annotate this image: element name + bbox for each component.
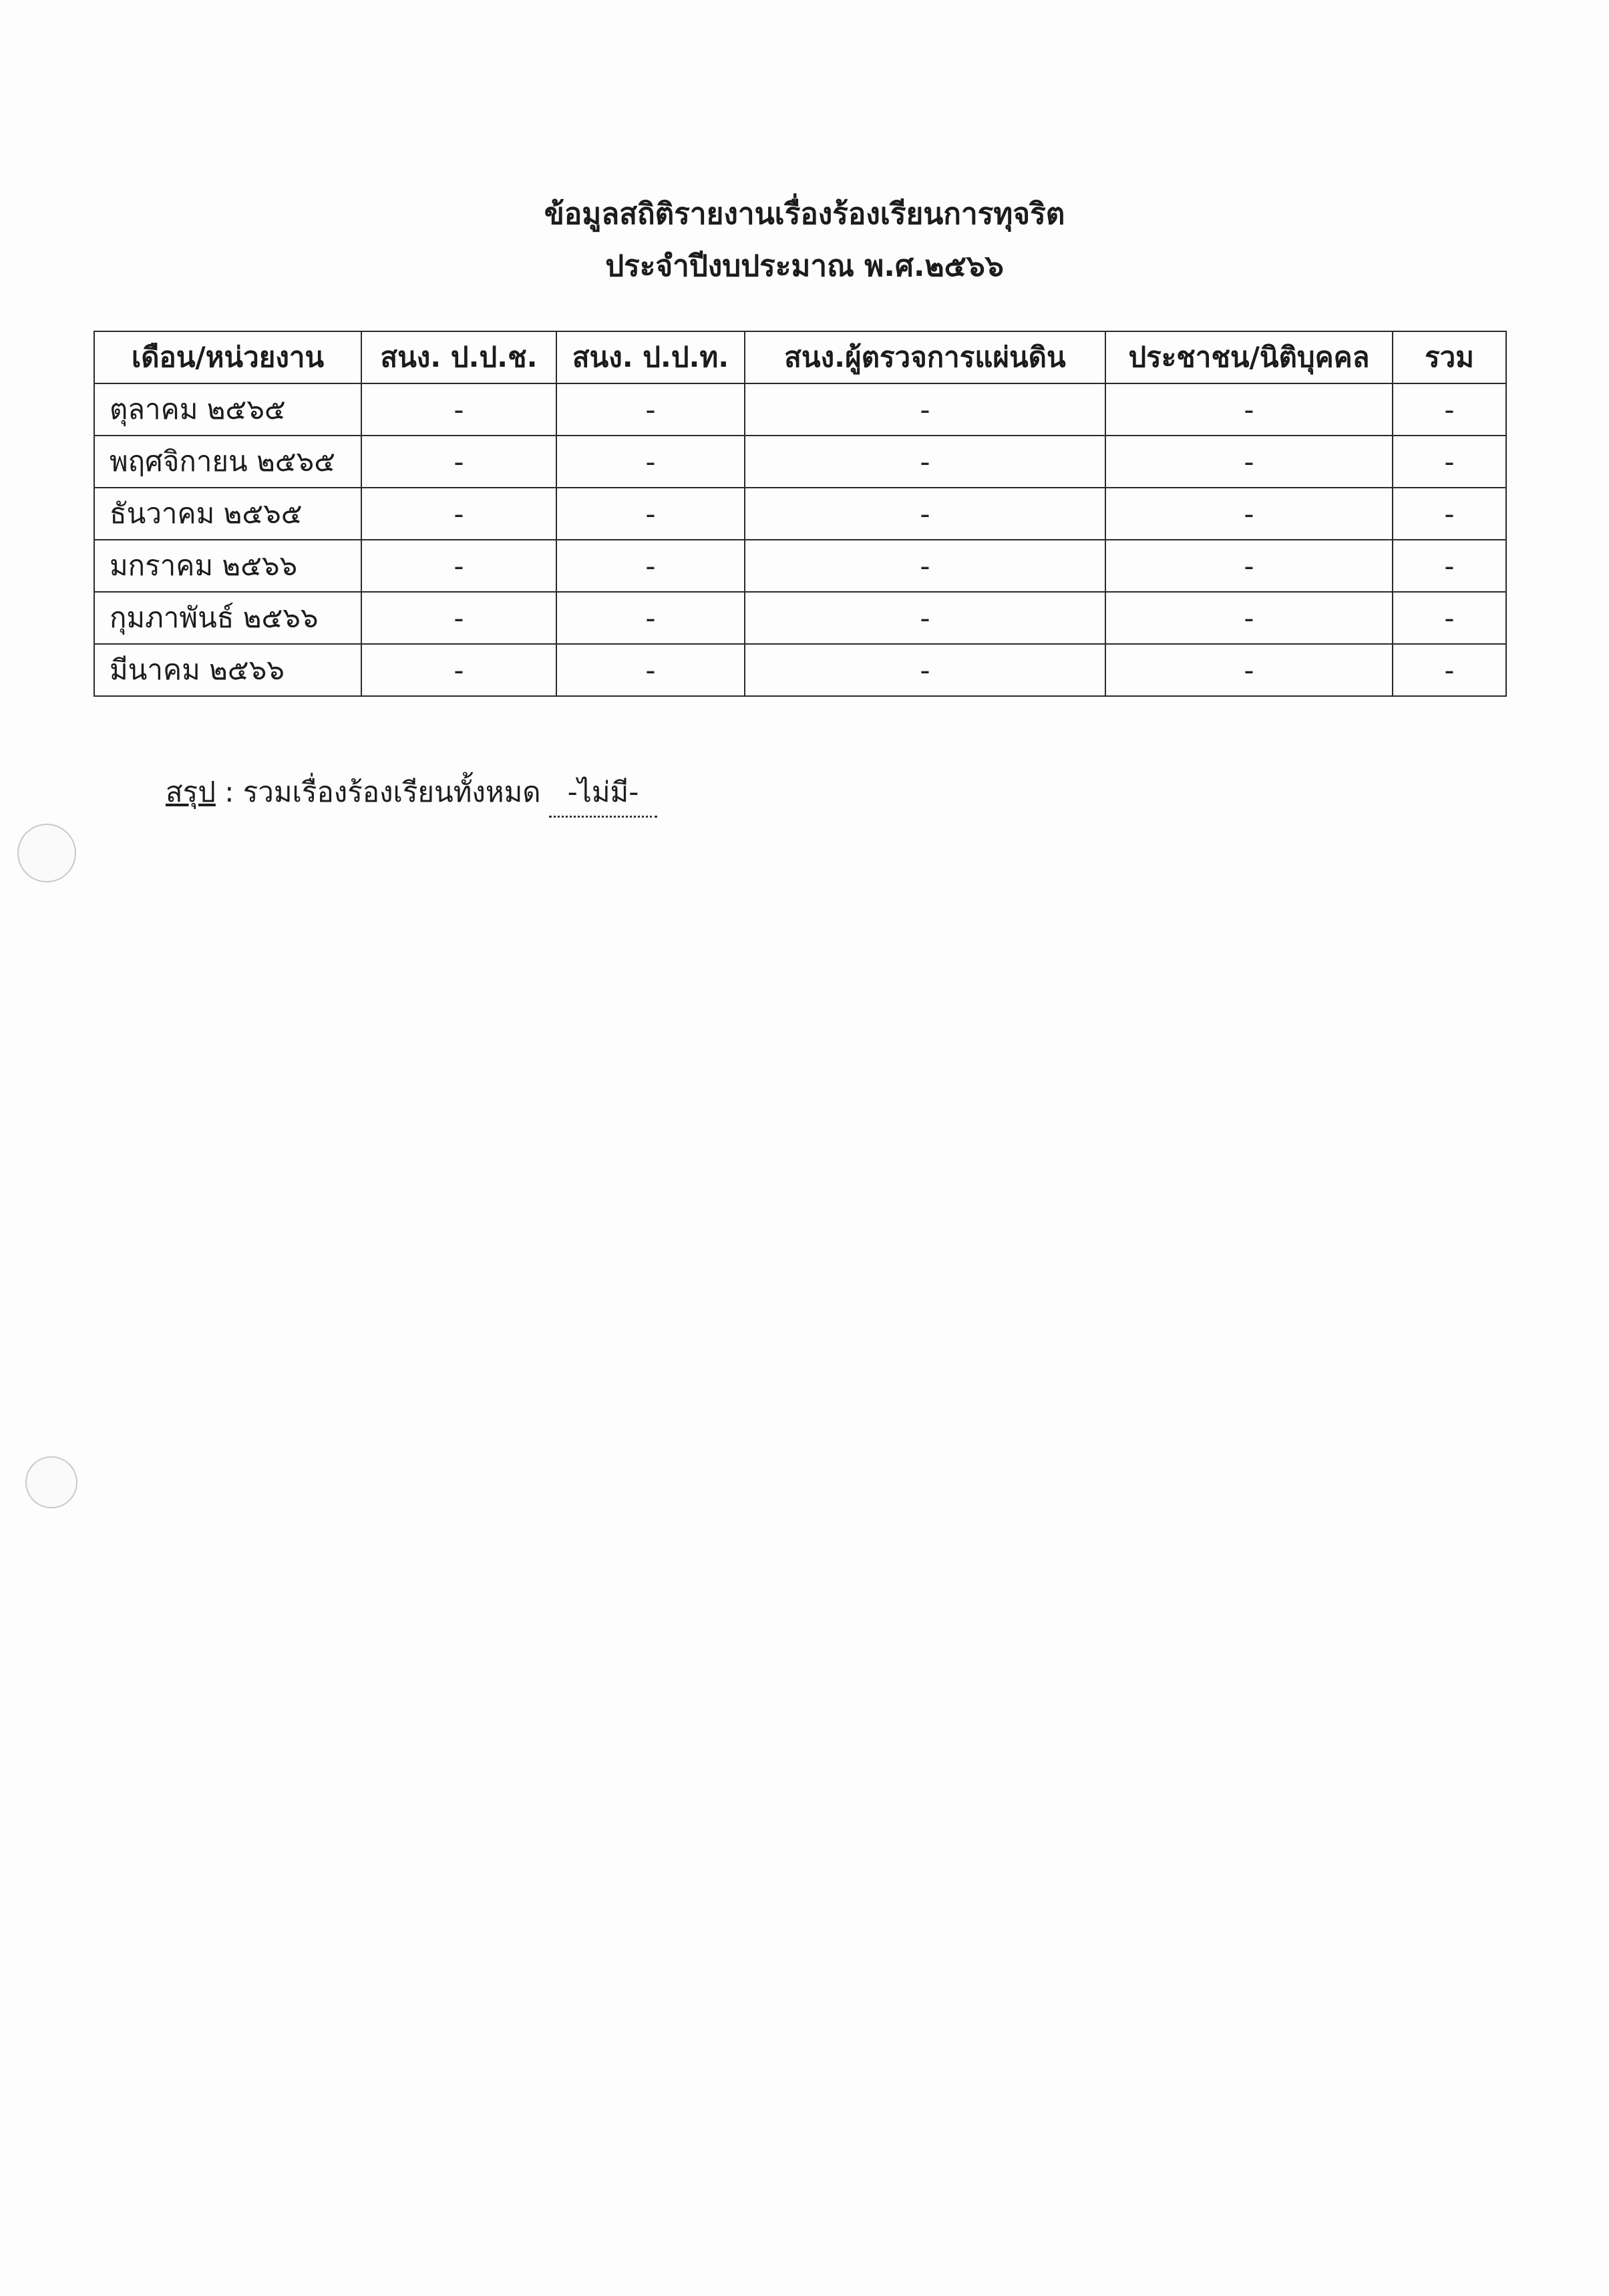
row-month: มีนาคม ๒๕๖๖ — [94, 644, 361, 696]
cell-public: - — [1105, 488, 1393, 540]
table-row — [94, 644, 1506, 696]
cell-total: - — [1393, 644, 1506, 696]
header-month-agency: เดือน/หน่วยงาน — [94, 331, 361, 383]
header-public: ประชาชน/นิติบุคคล — [1105, 331, 1393, 383]
title-line-2: ประจำปีงบประมาณ พ.ศ.๒๕๖๖ — [605, 249, 1004, 283]
cell-ombudsman: - — [745, 644, 1105, 696]
cell-public: - — [1105, 436, 1393, 488]
table-row — [94, 540, 1506, 592]
cell-public: - — [1105, 644, 1393, 696]
cell-nacc: - — [361, 383, 556, 436]
row-month: ตุลาคม ๒๕๖๕ — [94, 383, 361, 436]
cell-total: - — [1393, 488, 1506, 540]
header-ombudsman: สนง.ผู้ตรวจการแผ่นดิน — [745, 331, 1105, 383]
cell-pacc: - — [556, 540, 745, 592]
header-total: รวม — [1393, 331, 1506, 383]
table-header-row — [94, 331, 1506, 383]
cell-pacc: - — [556, 644, 745, 696]
document-title — [0, 188, 1609, 293]
summary-value: -ไม่มี- — [549, 770, 658, 818]
row-month: ธันวาคม ๒๕๖๕ — [94, 488, 361, 540]
cell-nacc: - — [361, 644, 556, 696]
cell-nacc: - — [361, 592, 556, 644]
cell-total: - — [1393, 540, 1506, 592]
row-month: พฤศจิกายน ๒๕๖๕ — [94, 436, 361, 488]
cell-total: - — [1393, 383, 1506, 436]
cell-total: - — [1393, 436, 1506, 488]
cell-nacc: - — [361, 436, 556, 488]
cell-ombudsman: - — [745, 540, 1105, 592]
cell-pacc: - — [556, 383, 745, 436]
summary-text: รวมเรื่องร้องเรียนทั้งหมด — [242, 776, 541, 808]
cell-ombudsman: - — [745, 488, 1105, 540]
cell-pacc: - — [556, 488, 745, 540]
row-month: กุมภาพันธ์ ๒๕๖๖ — [94, 592, 361, 644]
table-row — [94, 436, 1506, 488]
cell-nacc: - — [361, 488, 556, 540]
summary-line — [166, 770, 657, 818]
header-pacc: สนง. ป.ป.ท. — [556, 331, 745, 383]
cell-ombudsman: - — [745, 383, 1105, 436]
summary-label: สรุป — [166, 776, 216, 808]
header-nacc: สนง. ป.ป.ช. — [361, 331, 556, 383]
complaint-statistics-table — [94, 331, 1507, 697]
punch-hole-mark — [25, 1456, 77, 1508]
cell-pacc: - — [556, 592, 745, 644]
cell-nacc: - — [361, 540, 556, 592]
summary-separator: : — [215, 776, 243, 808]
cell-ombudsman: - — [745, 592, 1105, 644]
table-row — [94, 383, 1506, 436]
cell-ombudsman: - — [745, 436, 1105, 488]
table-row — [94, 592, 1506, 644]
cell-public: - — [1105, 383, 1393, 436]
row-month: มกราคม ๒๕๖๖ — [94, 540, 361, 592]
cell-public: - — [1105, 592, 1393, 644]
cell-total: - — [1393, 592, 1506, 644]
cell-pacc: - — [556, 436, 745, 488]
table-row — [94, 488, 1506, 540]
punch-hole-mark — [17, 824, 76, 882]
title-line-1: ข้อมูลสถิติรายงานเรื่องร้องเรียนการทุจริต — [544, 197, 1065, 231]
cell-public: - — [1105, 540, 1393, 592]
